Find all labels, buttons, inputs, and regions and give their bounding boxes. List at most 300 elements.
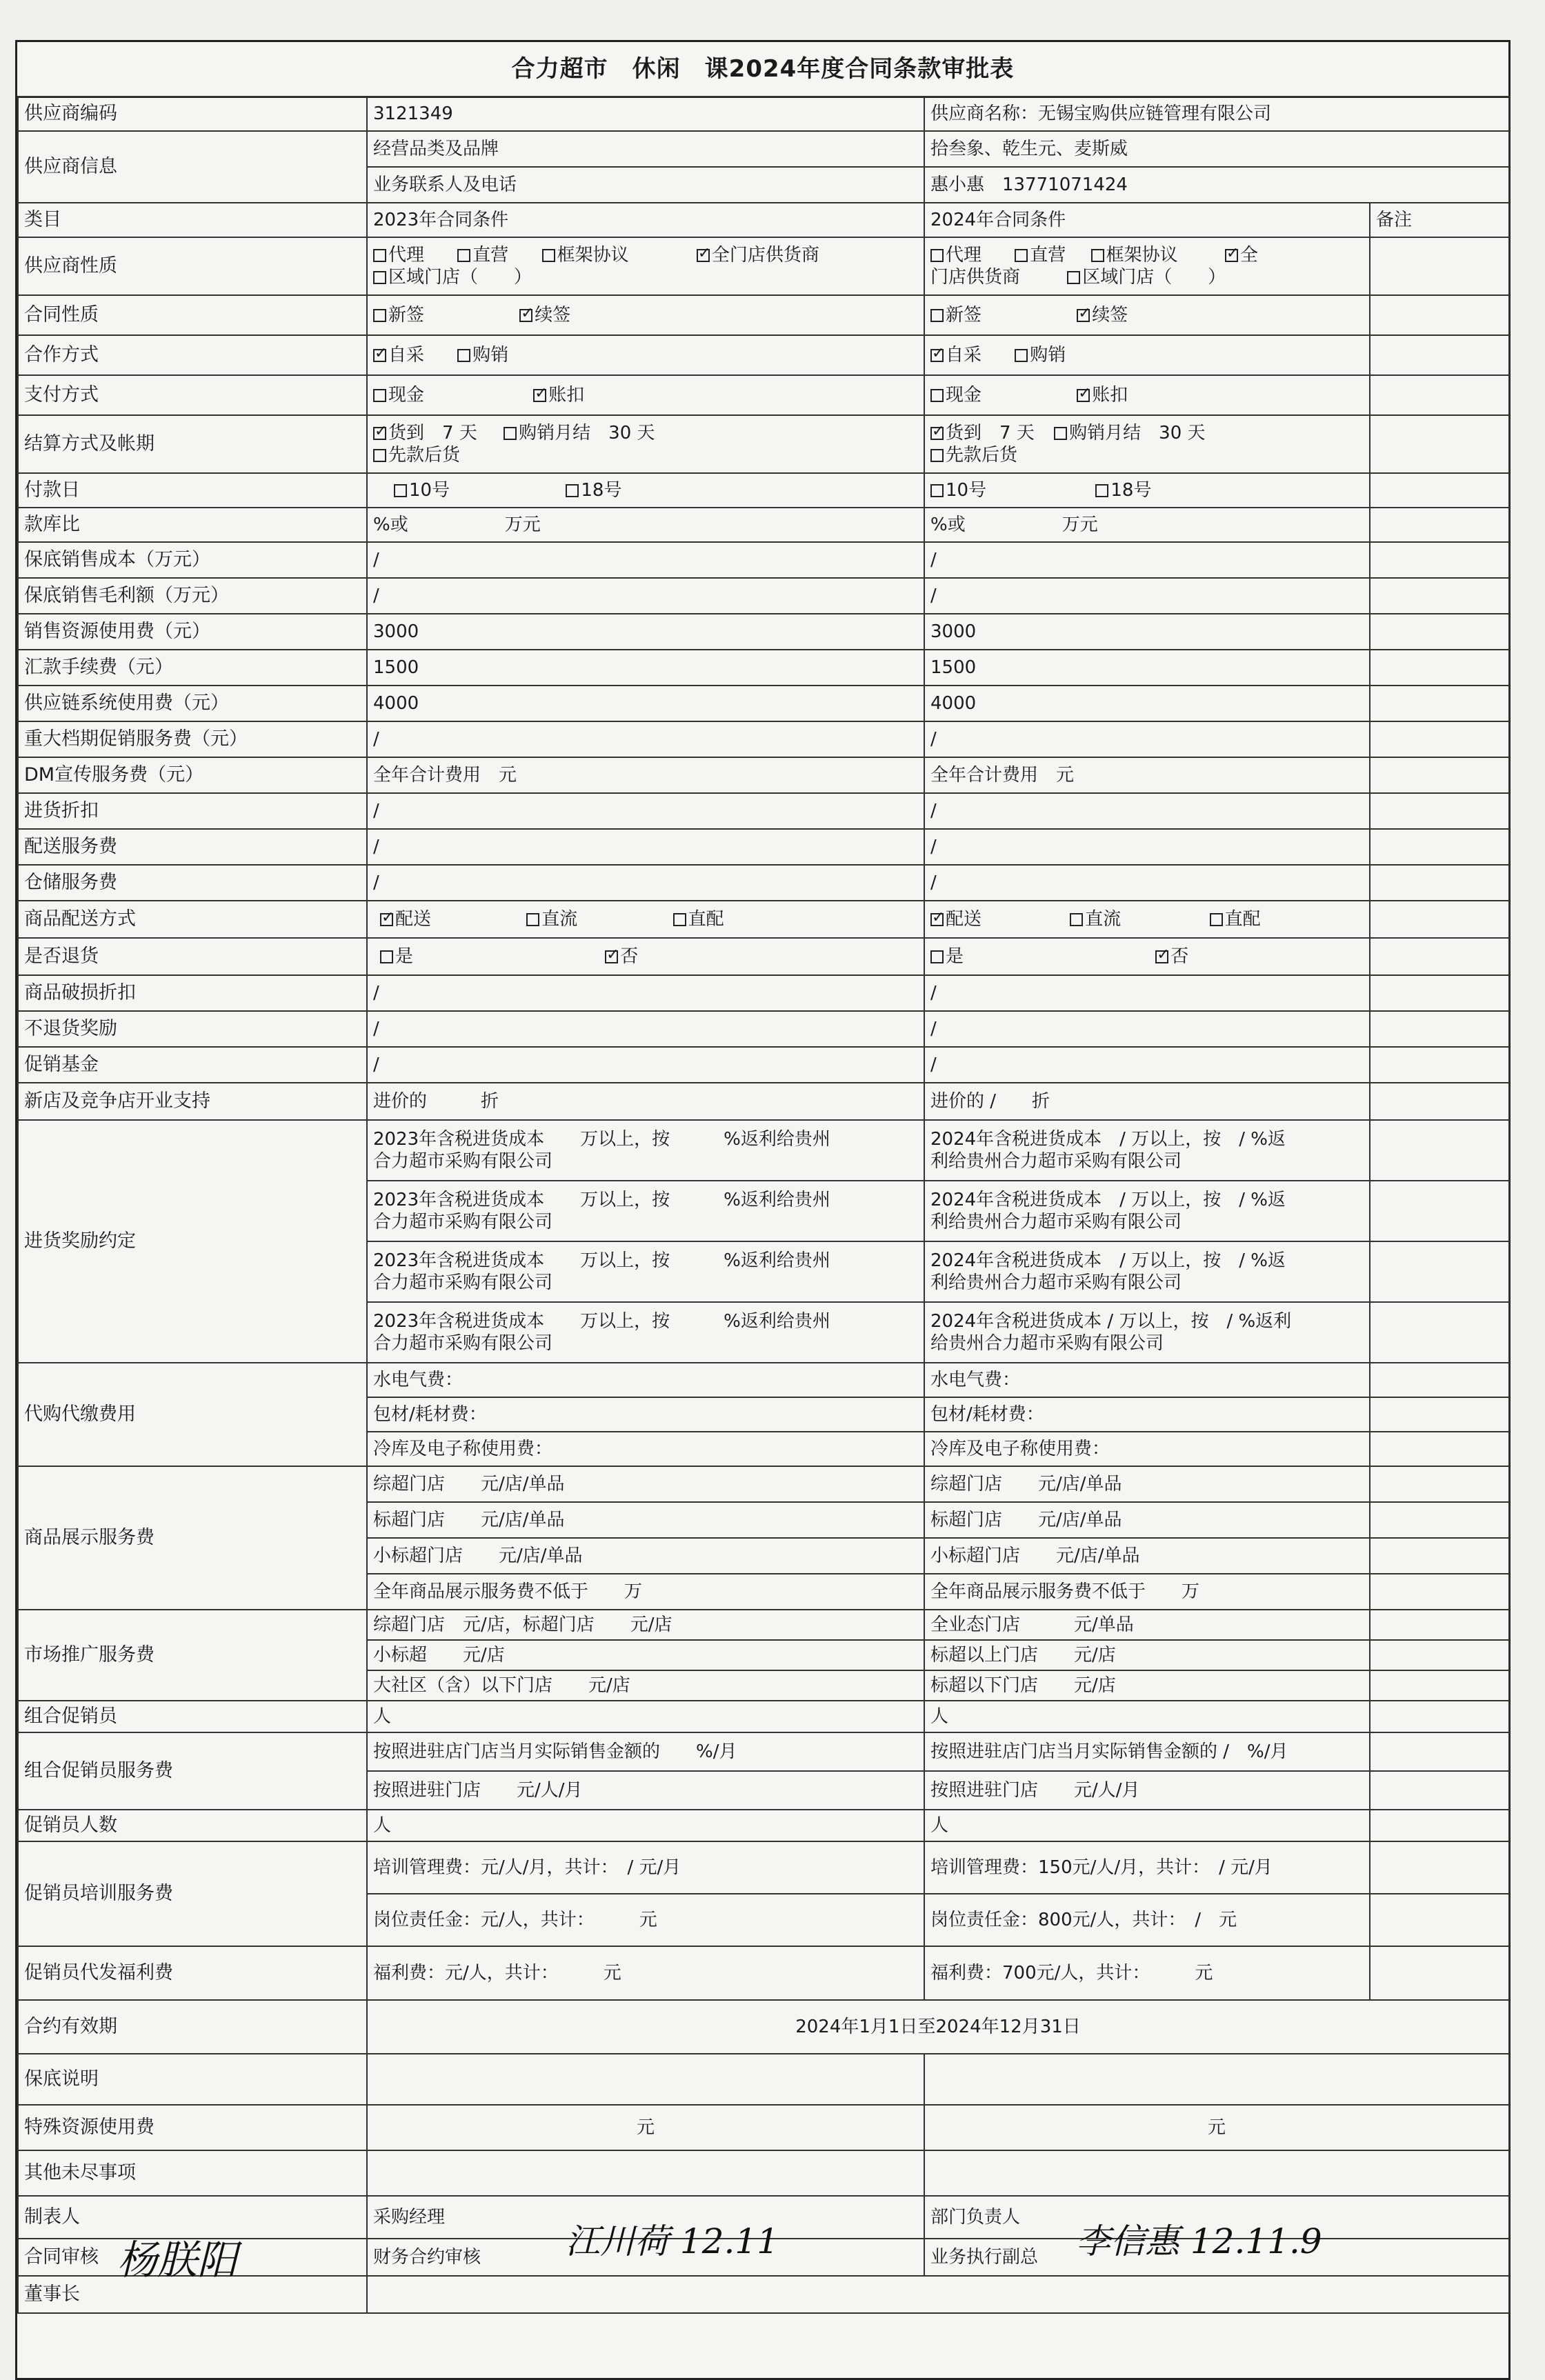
settle-2024 xyxy=(924,415,1370,473)
value-2024: / xyxy=(924,793,1370,829)
row-proxy xyxy=(18,1363,1509,1397)
checkbox-monthly-2023[interactable] xyxy=(504,427,517,440)
checkbox-yes-2023[interactable] xyxy=(380,950,393,963)
opt-dist: 配送 xyxy=(395,908,432,930)
value-2024: / xyxy=(924,975,1370,1011)
reward-2023-line-a: 2023年含税进货成本 万以上，按 %返利给贵州 xyxy=(373,1310,830,1332)
checkbox-frame-2024[interactable] xyxy=(1091,249,1104,262)
label-damage-discount: 商品破损折扣 xyxy=(18,975,367,1011)
label-guarantee-cost: 保底销售成本（万元） xyxy=(18,542,367,578)
label-pay: 支付方式 xyxy=(18,375,367,415)
row-training xyxy=(18,1841,1509,1894)
opt-18: 18号 xyxy=(581,479,622,501)
note-settle xyxy=(1370,415,1509,473)
note-cell xyxy=(1370,793,1509,829)
opt-frame: 框架协议 xyxy=(1106,244,1178,266)
promoter-count-2023: 人 xyxy=(367,1810,924,1841)
row-simple xyxy=(18,542,1509,578)
opt-self: 自采 xyxy=(946,344,982,366)
note-cell xyxy=(1370,938,1509,975)
checkbox-account-2023[interactable] xyxy=(533,389,546,402)
reward-2023 xyxy=(367,1241,924,1302)
label-guarantee-margin: 保底销售毛利额（万元） xyxy=(18,578,367,614)
checkbox-18-2024[interactable] xyxy=(1095,484,1108,497)
days-7: 7 xyxy=(442,422,454,443)
label-supplier-info: 供应商信息 xyxy=(18,131,367,203)
contract-2023 xyxy=(367,295,924,335)
form-table xyxy=(17,96,1510,2314)
guarantee-2023 xyxy=(367,2054,924,2105)
value-2023: / xyxy=(367,793,924,829)
label-dm: DM宣传服务费（元） xyxy=(18,757,367,793)
checkbox-self-2024[interactable] xyxy=(930,349,944,362)
checkbox-renew-2023[interactable] xyxy=(519,309,532,322)
row-other xyxy=(18,2150,1509,2196)
checkbox-direct-dist-2023[interactable] xyxy=(673,913,686,926)
checkbox-renew-2024[interactable] xyxy=(1077,309,1090,322)
row-slash xyxy=(18,829,1509,865)
pay-2024 xyxy=(924,375,1370,415)
checkbox-direct-dist-2024[interactable] xyxy=(1210,913,1223,926)
value-2024: / xyxy=(924,1011,1370,1047)
checkbox-all-stores-2023[interactable] xyxy=(697,249,710,262)
opt-all-stores: 全门店供货商 xyxy=(711,244,819,266)
delivery-2023 xyxy=(367,901,924,938)
row-sign-chairman xyxy=(18,2276,1509,2313)
supplier-name: 供应商名称：无锡宝购供应链管理有限公司 xyxy=(924,97,1509,131)
value-2023: / xyxy=(367,542,924,578)
checkbox-cash-2023[interactable] xyxy=(373,389,386,402)
category-brand-label: 经营品类及品牌 xyxy=(367,131,924,167)
label-promoter: 组合促销员 xyxy=(18,1701,367,1732)
value-2024: / xyxy=(924,542,1370,578)
display-2023: 标超门店 元/店/单品 xyxy=(367,1502,924,1538)
value-2023: / xyxy=(367,829,924,865)
label-valid: 合约有效期 xyxy=(18,2000,367,2054)
category-brand-value: 拾叁象、乾生元、麦斯威 xyxy=(924,131,1509,167)
opt-cash: 现金 xyxy=(946,384,982,406)
promoter-fee-2023: 按照进驻店门店当月实际销售金额的 %/月 xyxy=(367,1732,924,1771)
value-2024: / xyxy=(924,829,1370,865)
note-cell xyxy=(1370,975,1509,1011)
col-note-header: 备注 xyxy=(1370,203,1509,237)
value-2024: / xyxy=(924,721,1370,757)
note-cell xyxy=(1370,1946,1509,2000)
proxy-cold-2023: 冷库及电子称使用费： xyxy=(367,1432,924,1466)
promoter-count-2024: 人 xyxy=(924,1810,1370,1841)
opt-direct: 直营 xyxy=(1030,244,1066,266)
opt-new: 新签 xyxy=(946,304,982,326)
note-cell xyxy=(1370,1083,1509,1120)
days-30: 30 xyxy=(608,422,632,443)
reward-2024-line-a: 2024年含税进货成本 / 万以上，按 / %返 xyxy=(930,1250,1286,1271)
checkbox-prepay-2024[interactable] xyxy=(930,449,944,462)
row-return xyxy=(18,938,1509,975)
return-2023 xyxy=(367,938,924,975)
reward-2024-line-a: 2024年含税进货成本 / 万以上，按 / %返 xyxy=(930,1128,1286,1150)
welfare-2023: 福利费：元/人，共计： 元 xyxy=(367,1946,924,2000)
checkbox-no-2023[interactable] xyxy=(605,950,618,963)
opt-agent: 代理 xyxy=(946,244,982,266)
ratio-pct: %或 xyxy=(373,514,408,535)
reward-2024 xyxy=(924,1302,1370,1363)
note-cell xyxy=(1370,1771,1509,1810)
ratio-wan: 万元 xyxy=(1061,514,1098,535)
coop-2023 xyxy=(367,335,924,375)
checkbox-dist-2023[interactable] xyxy=(380,913,393,926)
market-2023: 综超门店 元/店，标超门店 元/店 xyxy=(367,1610,924,1640)
checkbox-direct-flow-2023[interactable] xyxy=(526,913,539,926)
opt-buysell: 购销 xyxy=(472,344,509,366)
checkbox-arrival-2023[interactable] xyxy=(373,427,386,440)
value-2023: / xyxy=(367,1011,924,1047)
note-cell xyxy=(1370,1363,1509,1397)
note-cell xyxy=(1370,901,1509,938)
row-reward xyxy=(18,1120,1509,1181)
note-cell xyxy=(1370,1670,1509,1701)
row-welfare xyxy=(18,1946,1509,2000)
checkbox-agent-2024[interactable] xyxy=(930,249,944,262)
label-chairman: 董事长 xyxy=(18,2276,367,2313)
note-cell xyxy=(1370,686,1509,721)
checkbox-agent-2023[interactable] xyxy=(373,249,386,262)
checkbox-region-2023[interactable] xyxy=(373,271,386,284)
row-delivery xyxy=(18,901,1509,938)
promoter-2023: 人 xyxy=(367,1701,924,1732)
note-cell xyxy=(1370,1397,1509,1432)
chairman-sign xyxy=(367,2276,1509,2313)
note-cell xyxy=(1370,757,1509,793)
label-remit-fee: 汇款手续费（元） xyxy=(18,650,367,686)
reward-2024-line-b: 给贵州合力超市采购有限公司 xyxy=(930,1333,1164,1354)
row-payday xyxy=(18,473,1509,508)
other-2023 xyxy=(367,2150,924,2196)
proxy-cold-2024: 冷库及电子称使用费： xyxy=(924,1432,1370,1466)
opt-agent: 代理 xyxy=(388,244,425,266)
opt-renew: 续签 xyxy=(535,304,571,326)
reward-2024-line-a: 2024年含税进货成本 / 万以上，按 / %返 xyxy=(930,1189,1286,1210)
row-slash xyxy=(18,975,1509,1011)
promoter-fee-per-person-2024: 按照进驻门店 元/人/月 xyxy=(924,1771,1370,1810)
note-cell xyxy=(1370,1810,1509,1841)
label-maker: 制表人 xyxy=(18,2196,367,2239)
label-other: 其他未尽事项 xyxy=(18,2150,367,2196)
row-slash xyxy=(18,1011,1509,1047)
label-supplier-nature: 供应商性质 xyxy=(18,237,367,295)
value-2024: / xyxy=(924,578,1370,614)
reward-2023-line-a: 2023年含税进货成本 万以上，按 %返利给贵州 xyxy=(373,1128,830,1150)
reward-2023-line-a: 2023年含税进货成本 万以上，按 %返利给贵州 xyxy=(373,1189,830,1210)
row-coop xyxy=(18,335,1509,375)
opt-yes: 是 xyxy=(395,946,414,967)
guarantee-2024 xyxy=(924,2054,1509,2105)
opt-prepay: 先款后货 xyxy=(946,445,1018,466)
row-simple xyxy=(18,578,1509,614)
col-2023-header: 2023年合同条件 xyxy=(367,203,924,237)
label-category: 类目 xyxy=(18,203,367,237)
note-cell xyxy=(1370,1241,1509,1302)
checkbox-new-2024[interactable] xyxy=(930,309,944,322)
payday-2024 xyxy=(924,473,1370,508)
row-dm xyxy=(18,757,1509,793)
reward-2024-line-b: 利给贵州合力超市采购有限公司 xyxy=(930,1151,1182,1172)
value-2023: 1500 xyxy=(367,650,924,686)
approval-form xyxy=(15,40,1511,2380)
row-display xyxy=(18,1466,1509,1502)
valid-period: 2024年1月1日至2024年12月31日 xyxy=(367,2000,1509,2054)
reward-2023-line-a: 2023年含税进货成本 万以上，按 %返利给贵州 xyxy=(373,1250,830,1271)
opt-no: 否 xyxy=(1170,946,1189,967)
label-supply-system-fee: 供应链系统使用费（元） xyxy=(18,686,367,721)
market-2024: 全业态门店 元/单品 xyxy=(924,1610,1370,1640)
market-2024: 标超以下门店 元/店 xyxy=(924,1670,1370,1701)
label-dept-head: 部门负责人 xyxy=(924,2196,1509,2239)
unit-day: 天 xyxy=(1187,422,1206,443)
label-return: 是否退货 xyxy=(18,938,367,975)
row-supplier-info xyxy=(18,131,1509,167)
label-promoter-fee: 组合促销员服务费 xyxy=(18,1732,367,1810)
checkbox-direct-2024[interactable] xyxy=(1015,249,1028,262)
row-category xyxy=(18,203,1509,237)
row-simple xyxy=(18,721,1509,757)
opt-dist: 配送 xyxy=(946,908,982,930)
row-simple xyxy=(18,650,1509,686)
checkbox-self-2023[interactable] xyxy=(373,349,386,362)
value-2023: / xyxy=(367,721,924,757)
label-storage-fee: 仓储服务费 xyxy=(18,865,367,901)
special-2023: 元 xyxy=(367,2105,924,2150)
form-title: 合力超市 休闲 课2024年度合同条款审批表 xyxy=(17,42,1508,98)
note-cell xyxy=(1370,1120,1509,1181)
checkbox-buysell-2023[interactable] xyxy=(457,349,470,362)
label-no-return-reward: 不退货奖励 xyxy=(18,1011,367,1047)
training-2023: 培训管理费：元/人/月，共计： / 元/月 xyxy=(367,1841,924,1894)
checkbox-direct-flow-2024[interactable] xyxy=(1070,913,1083,926)
opt-buysell: 购销 xyxy=(1030,344,1066,366)
checkbox-10-2024[interactable] xyxy=(930,484,944,497)
checkbox-10-2023[interactable] xyxy=(394,484,407,497)
reward-2024 xyxy=(924,1181,1370,1241)
label-payday: 付款日 xyxy=(18,473,367,508)
note-cell xyxy=(1370,721,1509,757)
note-cell xyxy=(1370,650,1509,686)
checkbox-frame-2023[interactable] xyxy=(542,249,555,262)
opt-arrival: 货到 xyxy=(388,422,425,443)
value-2023: 3000 xyxy=(367,614,924,650)
reward-2024 xyxy=(924,1120,1370,1181)
proxy-packaging-2023: 包材/耗材费： xyxy=(367,1397,924,1432)
deposit-2024: 岗位责任金：800元/人，共计： / 元 xyxy=(924,1894,1370,1946)
reward-2023 xyxy=(367,1181,924,1241)
label-buyer-manager: 采购经理 xyxy=(367,2196,924,2239)
reward-2023 xyxy=(367,1120,924,1181)
label-delivery: 商品配送方式 xyxy=(18,901,367,938)
opt-monthly: 购销月结 xyxy=(519,422,591,443)
note-cell xyxy=(1370,1181,1509,1241)
display-2023: 综超门店 元/店/单品 xyxy=(367,1466,924,1502)
note-cell xyxy=(1370,1894,1509,1946)
label-special: 特殊资源使用费 xyxy=(18,2105,367,2150)
signature-buyer: 江川荷 12.11 xyxy=(566,2221,779,2261)
reward-2023-line-b: 合力超市采购有限公司 xyxy=(373,1333,553,1354)
checkbox-region-2024[interactable] xyxy=(1067,271,1080,284)
value-2023: / xyxy=(367,1047,924,1083)
label-display: 商品展示服务费 xyxy=(18,1466,367,1610)
opt-region: 区域门店（ ） xyxy=(1082,267,1226,288)
reward-2024 xyxy=(924,1241,1370,1302)
col-2024-header: 2024年合同条件 xyxy=(924,203,1370,237)
opt-18: 18号 xyxy=(1110,479,1152,501)
signature-maker: 杨朕阳 xyxy=(117,2237,238,2283)
checkbox-all-stores-2024[interactable] xyxy=(1225,249,1238,262)
promoter-2024: 人 xyxy=(924,1701,1370,1732)
opt-new: 新签 xyxy=(388,304,425,326)
checkbox-monthly-2024[interactable] xyxy=(1054,427,1067,440)
opt-self: 自采 xyxy=(388,344,425,366)
supplier-code-value: 3121349 xyxy=(367,97,924,131)
note-cell xyxy=(1370,578,1509,614)
opt-renew: 续签 xyxy=(1092,304,1128,326)
checkbox-no-2024[interactable] xyxy=(1155,950,1168,963)
row-promoter-count xyxy=(18,1810,1509,1841)
checkbox-cash-2024[interactable] xyxy=(930,389,944,402)
opt-direct: 直营 xyxy=(472,244,509,266)
value-2023: / xyxy=(367,865,924,901)
display-2023: 全年商品展示服务费不低于 万 xyxy=(367,1574,924,1610)
opt-all-a: 全 xyxy=(1239,244,1258,266)
value-2023: / xyxy=(367,578,924,614)
reward-2024-line-b: 利给贵州合力超市采购有限公司 xyxy=(930,1212,1182,1232)
reward-2023 xyxy=(367,1302,924,1363)
value-2023: / xyxy=(367,975,924,1011)
note-cell xyxy=(1370,1640,1509,1670)
days-30: 30 xyxy=(1159,422,1182,443)
checkbox-account-2024[interactable] xyxy=(1077,389,1090,402)
ratio-wan: 万元 xyxy=(504,514,541,535)
contract-2024 xyxy=(924,295,1370,335)
opt-yes: 是 xyxy=(946,946,964,967)
checkbox-yes-2024[interactable] xyxy=(930,950,944,963)
label-purchase-discount: 进货折扣 xyxy=(18,793,367,829)
proxy-utility-2024: 水电气费： xyxy=(924,1363,1370,1397)
unit-day: 天 xyxy=(459,422,477,443)
value-2024: 4000 xyxy=(924,686,1370,721)
row-slash xyxy=(18,793,1509,829)
reward-2024-line-b: 利给贵州合力超市采购有限公司 xyxy=(930,1272,1182,1293)
opt-prepay: 先款后货 xyxy=(388,445,461,466)
return-2024 xyxy=(924,938,1370,975)
row-simple xyxy=(18,614,1509,650)
display-2024: 标超门店 元/店/单品 xyxy=(924,1502,1370,1538)
opt-cash: 现金 xyxy=(388,384,425,406)
dm-2024: 全年合计费用 元 xyxy=(924,757,1370,793)
opt-direct-dist: 直配 xyxy=(688,908,724,930)
checkbox-arrival-2024[interactable] xyxy=(930,427,944,440)
unit-day: 天 xyxy=(637,422,655,443)
opt-account: 账扣 xyxy=(1092,384,1128,406)
label-market: 市场推广服务费 xyxy=(18,1610,367,1701)
value-2023: 4000 xyxy=(367,686,924,721)
unit-day: 天 xyxy=(1016,422,1035,443)
label-contract-review: 合同审核 xyxy=(18,2239,367,2276)
label-promoter-count: 促销员人数 xyxy=(18,1810,367,1841)
row-guarantee xyxy=(18,2054,1509,2105)
label-exec-vp: 业务执行副总 xyxy=(924,2239,1509,2276)
row-market xyxy=(18,1610,1509,1640)
label-guarantee: 保底说明 xyxy=(18,2054,367,2105)
checkbox-new-2023[interactable] xyxy=(373,309,386,322)
reward-2023-line-b: 合力超市采购有限公司 xyxy=(373,1212,553,1232)
market-2023: 大社区（含）以下门店 元/店 xyxy=(367,1670,924,1701)
payday-2023 xyxy=(367,473,924,508)
checkbox-dist-2024[interactable] xyxy=(930,913,944,926)
checkbox-18-2023[interactable] xyxy=(566,484,579,497)
checkbox-buysell-2024[interactable] xyxy=(1015,349,1028,362)
row-promoter xyxy=(18,1701,1509,1732)
row-promoter-fee xyxy=(18,1732,1509,1771)
note-cell xyxy=(1370,542,1509,578)
row-special xyxy=(18,2105,1509,2150)
note-cell xyxy=(1370,865,1509,901)
label-proxy: 代购代缴费用 xyxy=(18,1363,367,1466)
promoter-fee-2024: 按照进驻店门店当月实际销售金额的 / %/月 xyxy=(924,1732,1370,1771)
row-slash xyxy=(18,865,1509,901)
note-pay xyxy=(1370,375,1509,415)
note-cell xyxy=(1370,1574,1509,1610)
note-payday xyxy=(1370,473,1509,508)
value-2024: 1500 xyxy=(924,650,1370,686)
label-settle: 结算方式及帐期 xyxy=(18,415,367,473)
label-new-store: 新店及竞争店开业支持 xyxy=(18,1083,367,1120)
label-finance-review: 财务合约审核 xyxy=(367,2239,924,2276)
note-cell xyxy=(1370,1502,1509,1538)
pay-2023 xyxy=(367,375,924,415)
opt-direct-dist: 直配 xyxy=(1224,908,1261,930)
ratio-pct: %或 xyxy=(930,514,966,535)
note-cell xyxy=(1370,1610,1509,1640)
ratio-2023 xyxy=(367,508,924,542)
note-contract xyxy=(1370,295,1509,335)
label-contract-nature: 合同性质 xyxy=(18,295,367,335)
checkbox-prepay-2023[interactable] xyxy=(373,449,386,462)
other-2024 xyxy=(924,2150,1509,2196)
opt-direct-flow: 直流 xyxy=(1085,908,1122,930)
reward-2024-line-a: 2024年含税进货成本 / 万以上，按 / %返利 xyxy=(930,1310,1292,1332)
nature-2024 xyxy=(924,237,1370,295)
row-pay xyxy=(18,375,1509,415)
note-ratio xyxy=(1370,508,1509,542)
coop-2024 xyxy=(924,335,1370,375)
row-contract-nature xyxy=(18,295,1509,335)
row-slash xyxy=(18,1047,1509,1083)
opt-direct-flow: 直流 xyxy=(541,908,578,930)
proxy-packaging-2024: 包材/耗材费： xyxy=(924,1397,1370,1432)
row-settle xyxy=(18,415,1509,473)
note-cell xyxy=(1370,1466,1509,1502)
row-ratio xyxy=(18,508,1509,542)
label-resource-fee: 销售资源使用费（元） xyxy=(18,614,367,650)
display-2024: 全年商品展示服务费不低于 万 xyxy=(924,1574,1370,1610)
days-7: 7 xyxy=(999,422,1011,443)
checkbox-direct-2023[interactable] xyxy=(457,249,470,262)
label-reward: 进货奖励约定 xyxy=(18,1120,367,1363)
dm-2023: 全年合计费用 元 xyxy=(367,757,924,793)
ratio-2024 xyxy=(924,508,1370,542)
label-supplier-code: 供应商编码 xyxy=(18,97,367,131)
note-coop xyxy=(1370,335,1509,375)
label-welfare: 促销员代发福利费 xyxy=(18,1946,367,2000)
contact-value: 惠小惠 13771071424 xyxy=(924,167,1509,203)
